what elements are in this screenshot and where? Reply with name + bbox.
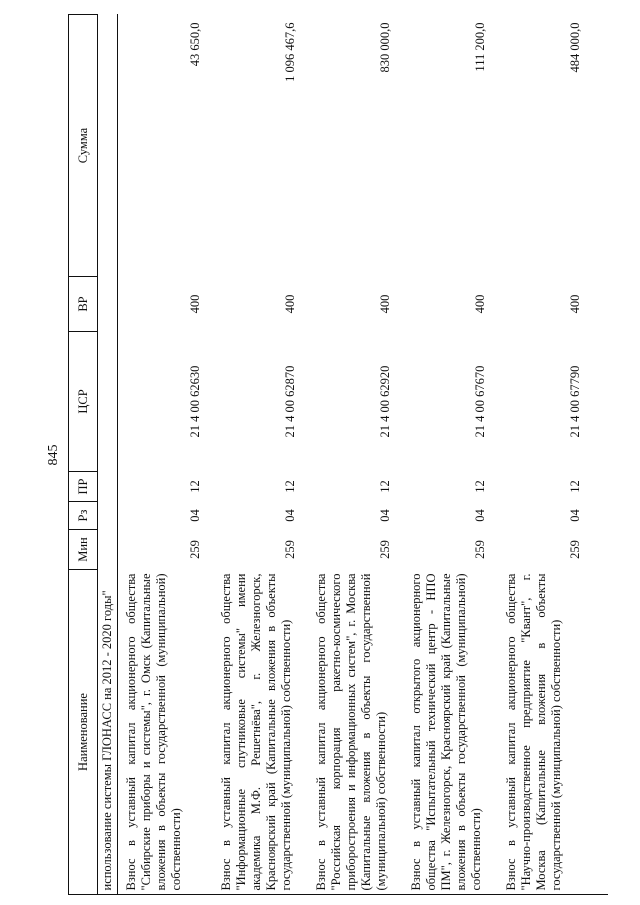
column-header-rz: Рз (69, 502, 98, 530)
column-header-csr: ЦСР (69, 332, 98, 472)
row-sum: 43 650,0 (188, 22, 202, 67)
table-row (308, 15, 403, 895)
row-name: Взнос в уставный капитал открытого акционерного общества "Испытательный технический центр - НПО ПМ", г. Железногорск, Красноярский край (Капитальные вложения в объекты государственной (муниципальной) собственности) (409, 573, 483, 891)
row-name: Взнос в уставный капитал акционерного общества "Сибирские приборы и системы", г. Омск (Капитальные вложения в объекты государственной (муниципальной) собственности) (124, 573, 183, 891)
row-sum: 830 000,0 (378, 22, 392, 73)
row-pr: 12 (378, 480, 392, 493)
column-header-pr: ПР (69, 472, 98, 502)
table-row (118, 15, 214, 895)
row-rz: 04 (568, 509, 582, 522)
row-name: Взнос в уставный капитал акционерного общества "Научно-производственное предприятие "Квант", г. Москва (Капитальные вложения в объекты государственной (муниципальной) собственности) (504, 573, 563, 891)
table-header-row (69, 15, 98, 895)
row-min: 259 (473, 540, 487, 559)
row-csr: 21 4 00 62920 (378, 365, 392, 438)
row-vr: 400 (568, 294, 582, 314)
table-row-intro (98, 15, 118, 895)
table-row (213, 15, 308, 895)
row-min: 259 (568, 540, 582, 559)
column-header-sum: Сумма (69, 15, 98, 277)
row-min: 259 (188, 540, 202, 559)
row-rz: 04 (188, 509, 202, 522)
table-row (498, 15, 593, 895)
column-header-min: Мин (69, 530, 98, 570)
row-vr: 400 (283, 294, 297, 314)
table-row (403, 15, 498, 895)
row-name: Взнос в уставный капитал акционерного общества "Информационные спутниковые системы" имени академика М.Ф. Решетнёва", г. Железногорск, Красноярский край (Капитальные вложения в объекты государственной (муниципальной) собственности) (219, 573, 293, 891)
rotated-document-page (40, 15, 620, 895)
row-pr: 12 (568, 480, 582, 493)
row-name: Взнос в уставный капитал акционерного общества "Российская корпорация ракетно-космического приборостроения и информационных систем", г. Москва (Капитальные вложения в объекты государственной (муниципальной) собственности) (314, 573, 388, 891)
column-header-name: Наименование (69, 570, 98, 895)
row-rz: 04 (473, 509, 487, 522)
row-csr: 21 4 00 67790 (568, 365, 582, 438)
row-vr: 400 (473, 294, 487, 314)
row-sum: 111 200,0 (473, 22, 487, 72)
row-min: 259 (378, 540, 392, 559)
row-vr: 400 (188, 294, 202, 314)
budget-table (68, 14, 593, 895)
row-pr: 12 (188, 480, 202, 493)
row-rz: 04 (378, 509, 392, 522)
row-sum: 1 096 467,6 (283, 22, 297, 82)
row-csr: 21 4 00 62630 (188, 365, 202, 438)
column-header-vr: ВР (69, 277, 98, 332)
intro-text: использование системы ГЛОНАСС на 2012 - 2020 годы" (98, 570, 118, 895)
row-pr: 12 (283, 480, 297, 493)
row-csr: 21 4 00 62870 (283, 365, 297, 438)
row-min: 259 (283, 540, 297, 559)
row-vr: 400 (378, 294, 392, 314)
row-csr: 21 4 00 67670 (473, 365, 487, 438)
page-number: 845 (46, 444, 61, 466)
row-sum: 484 000,0 (568, 22, 582, 73)
row-rz: 04 (283, 509, 297, 522)
row-pr: 12 (473, 480, 487, 493)
